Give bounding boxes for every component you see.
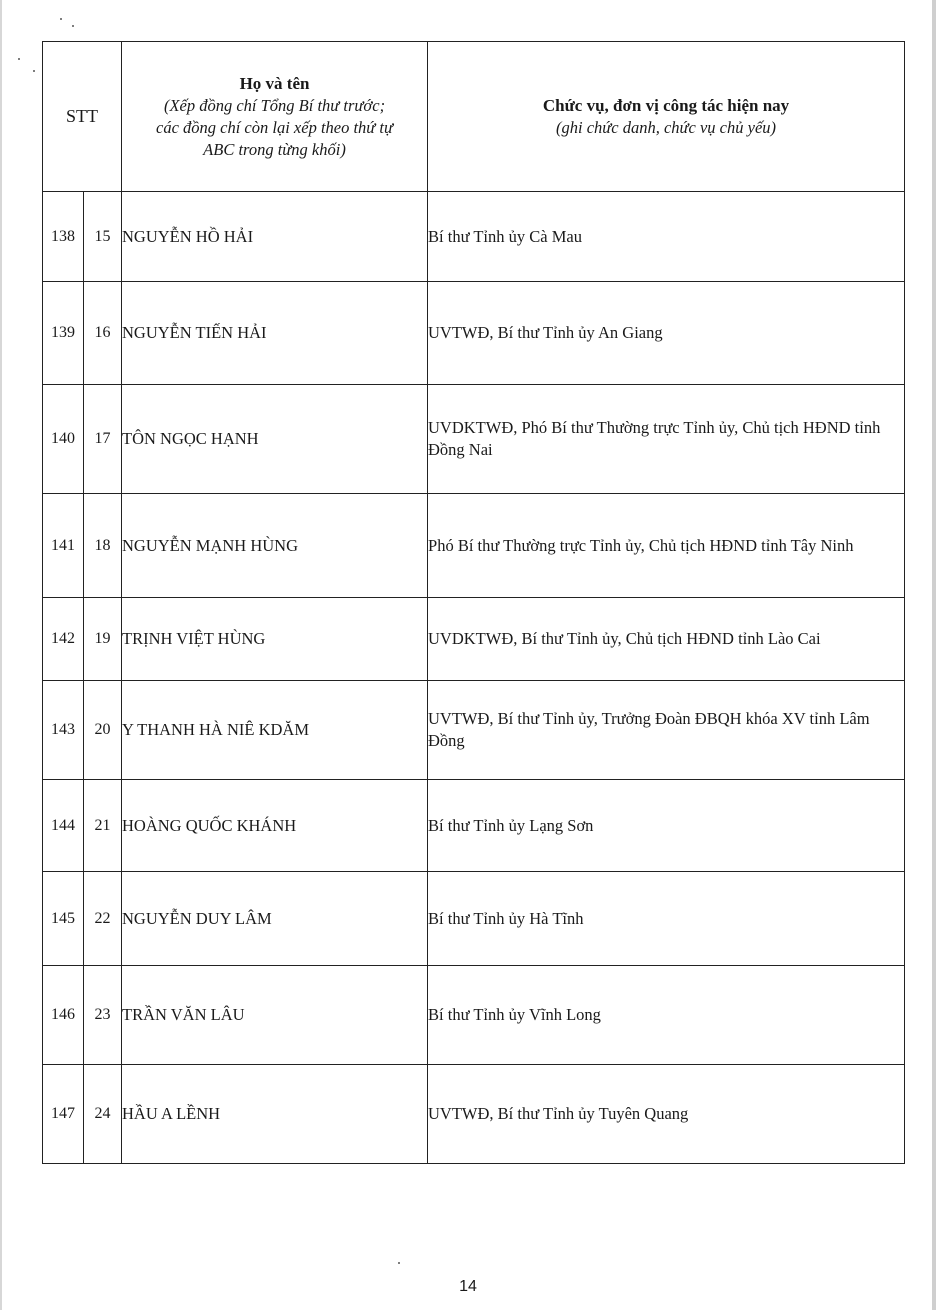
scan-speck xyxy=(18,58,20,60)
row-stt: 140 xyxy=(43,385,84,494)
row-stt: 147 xyxy=(43,1065,84,1164)
table-header-row xyxy=(43,42,905,192)
scan-speck xyxy=(72,25,74,27)
page-number: 14 xyxy=(459,1278,477,1295)
row-name: Y THANH HÀ NIÊ KDĂM xyxy=(122,681,428,780)
row-sub-stt: 24 xyxy=(84,1065,122,1164)
name-header xyxy=(122,42,428,192)
row-stt: 145 xyxy=(43,872,84,966)
row-sub-stt: 18 xyxy=(84,494,122,598)
row-stt: 142 xyxy=(43,598,84,681)
name-header-title: Họ và tên xyxy=(239,73,310,93)
row-position: Phó Bí thư Thường trực Tỉnh ủy, Chủ tịch HĐND tỉnh Tây Ninh xyxy=(428,494,905,598)
scan-edge-left xyxy=(0,0,2,1310)
table-row xyxy=(43,494,905,598)
row-sub-stt: 19 xyxy=(84,598,122,681)
row-stt: 141 xyxy=(43,494,84,598)
row-position: UVTWĐ, Bí thư Tỉnh ủy An Giang xyxy=(428,282,905,385)
table-row xyxy=(43,598,905,681)
row-position: Bí thư Tỉnh ủy Vĩnh Long xyxy=(428,966,905,1065)
scan-edge-right xyxy=(932,0,936,1310)
row-stt: 146 xyxy=(43,966,84,1065)
row-position: UVDKTWĐ, Bí thư Tỉnh ủy, Chủ tịch HĐND tỉnh Lào Cai xyxy=(428,598,905,681)
scan-speck xyxy=(33,70,35,72)
row-position: Bí thư Tỉnh ủy Hà Tĩnh xyxy=(428,872,905,966)
row-name: TÔN NGỌC HẠNH xyxy=(122,385,428,494)
row-name: TRỊNH VIỆT HÙNG xyxy=(122,598,428,681)
table-row xyxy=(43,1065,905,1164)
row-name: HẦU A LỀNH xyxy=(122,1065,428,1164)
table-row xyxy=(43,681,905,780)
row-position: UVTWĐ, Bí thư Tỉnh ủy, Trưởng Đoàn ĐBQH khóa XV tỉnh Lâm Đồng xyxy=(428,681,905,780)
row-name: TRẦN VĂN LÂU xyxy=(122,966,428,1065)
row-sub-stt: 16 xyxy=(84,282,122,385)
name-header-note: (Xếp đồng chí Tổng Bí thư trước; xyxy=(163,95,386,115)
table-row xyxy=(43,966,905,1065)
row-stt: 144 xyxy=(43,780,84,872)
name-header-note: ABC trong từng khối) xyxy=(203,139,346,159)
row-sub-stt: 15 xyxy=(84,192,122,282)
row-name: NGUYỄN MẠNH HÙNG xyxy=(122,494,428,598)
row-stt: 143 xyxy=(43,681,84,780)
table-row xyxy=(43,385,905,494)
row-position: Bí thư Tỉnh ủy Lạng Sơn xyxy=(428,780,905,872)
table-row xyxy=(43,780,905,872)
position-header-note: (ghi chức danh, chức vụ chủ yếu) xyxy=(555,117,777,137)
row-position: UVTWĐ, Bí thư Tỉnh ủy Tuyên Quang xyxy=(428,1065,905,1164)
position-header xyxy=(428,42,905,192)
stt-header: STT xyxy=(43,42,122,192)
row-stt: 138 xyxy=(43,192,84,282)
row-sub-stt: 22 xyxy=(84,872,122,966)
row-stt: 139 xyxy=(43,282,84,385)
row-name: HOÀNG QUỐC KHÁNH xyxy=(122,780,428,872)
row-sub-stt: 20 xyxy=(84,681,122,780)
scan-speck xyxy=(60,18,62,20)
table-row xyxy=(43,872,905,966)
row-sub-stt: 23 xyxy=(84,966,122,1065)
row-sub-stt: 21 xyxy=(84,780,122,872)
row-position: UVDKTWĐ, Phó Bí thư Thường trực Tỉnh ủy, Chủ tịch HĐND tỉnh Đồng Nai xyxy=(428,385,905,494)
roster-table xyxy=(42,41,905,1164)
scan-speck xyxy=(398,1262,400,1264)
row-sub-stt: 17 xyxy=(84,385,122,494)
name-header-note: các đồng chí còn lại xếp theo thứ tự xyxy=(156,117,394,137)
row-name: NGUYỄN DUY LÂM xyxy=(122,872,428,966)
row-name: NGUYỄN TIẾN HẢI xyxy=(122,282,428,385)
row-position: Bí thư Tỉnh ủy Cà Mau xyxy=(428,192,905,282)
row-name: NGUYỄN HỒ HẢI xyxy=(122,192,428,282)
table-row xyxy=(43,282,905,385)
table-row xyxy=(43,192,905,282)
position-header-title: Chức vụ, đơn vị công tác hiện nay xyxy=(542,95,790,115)
